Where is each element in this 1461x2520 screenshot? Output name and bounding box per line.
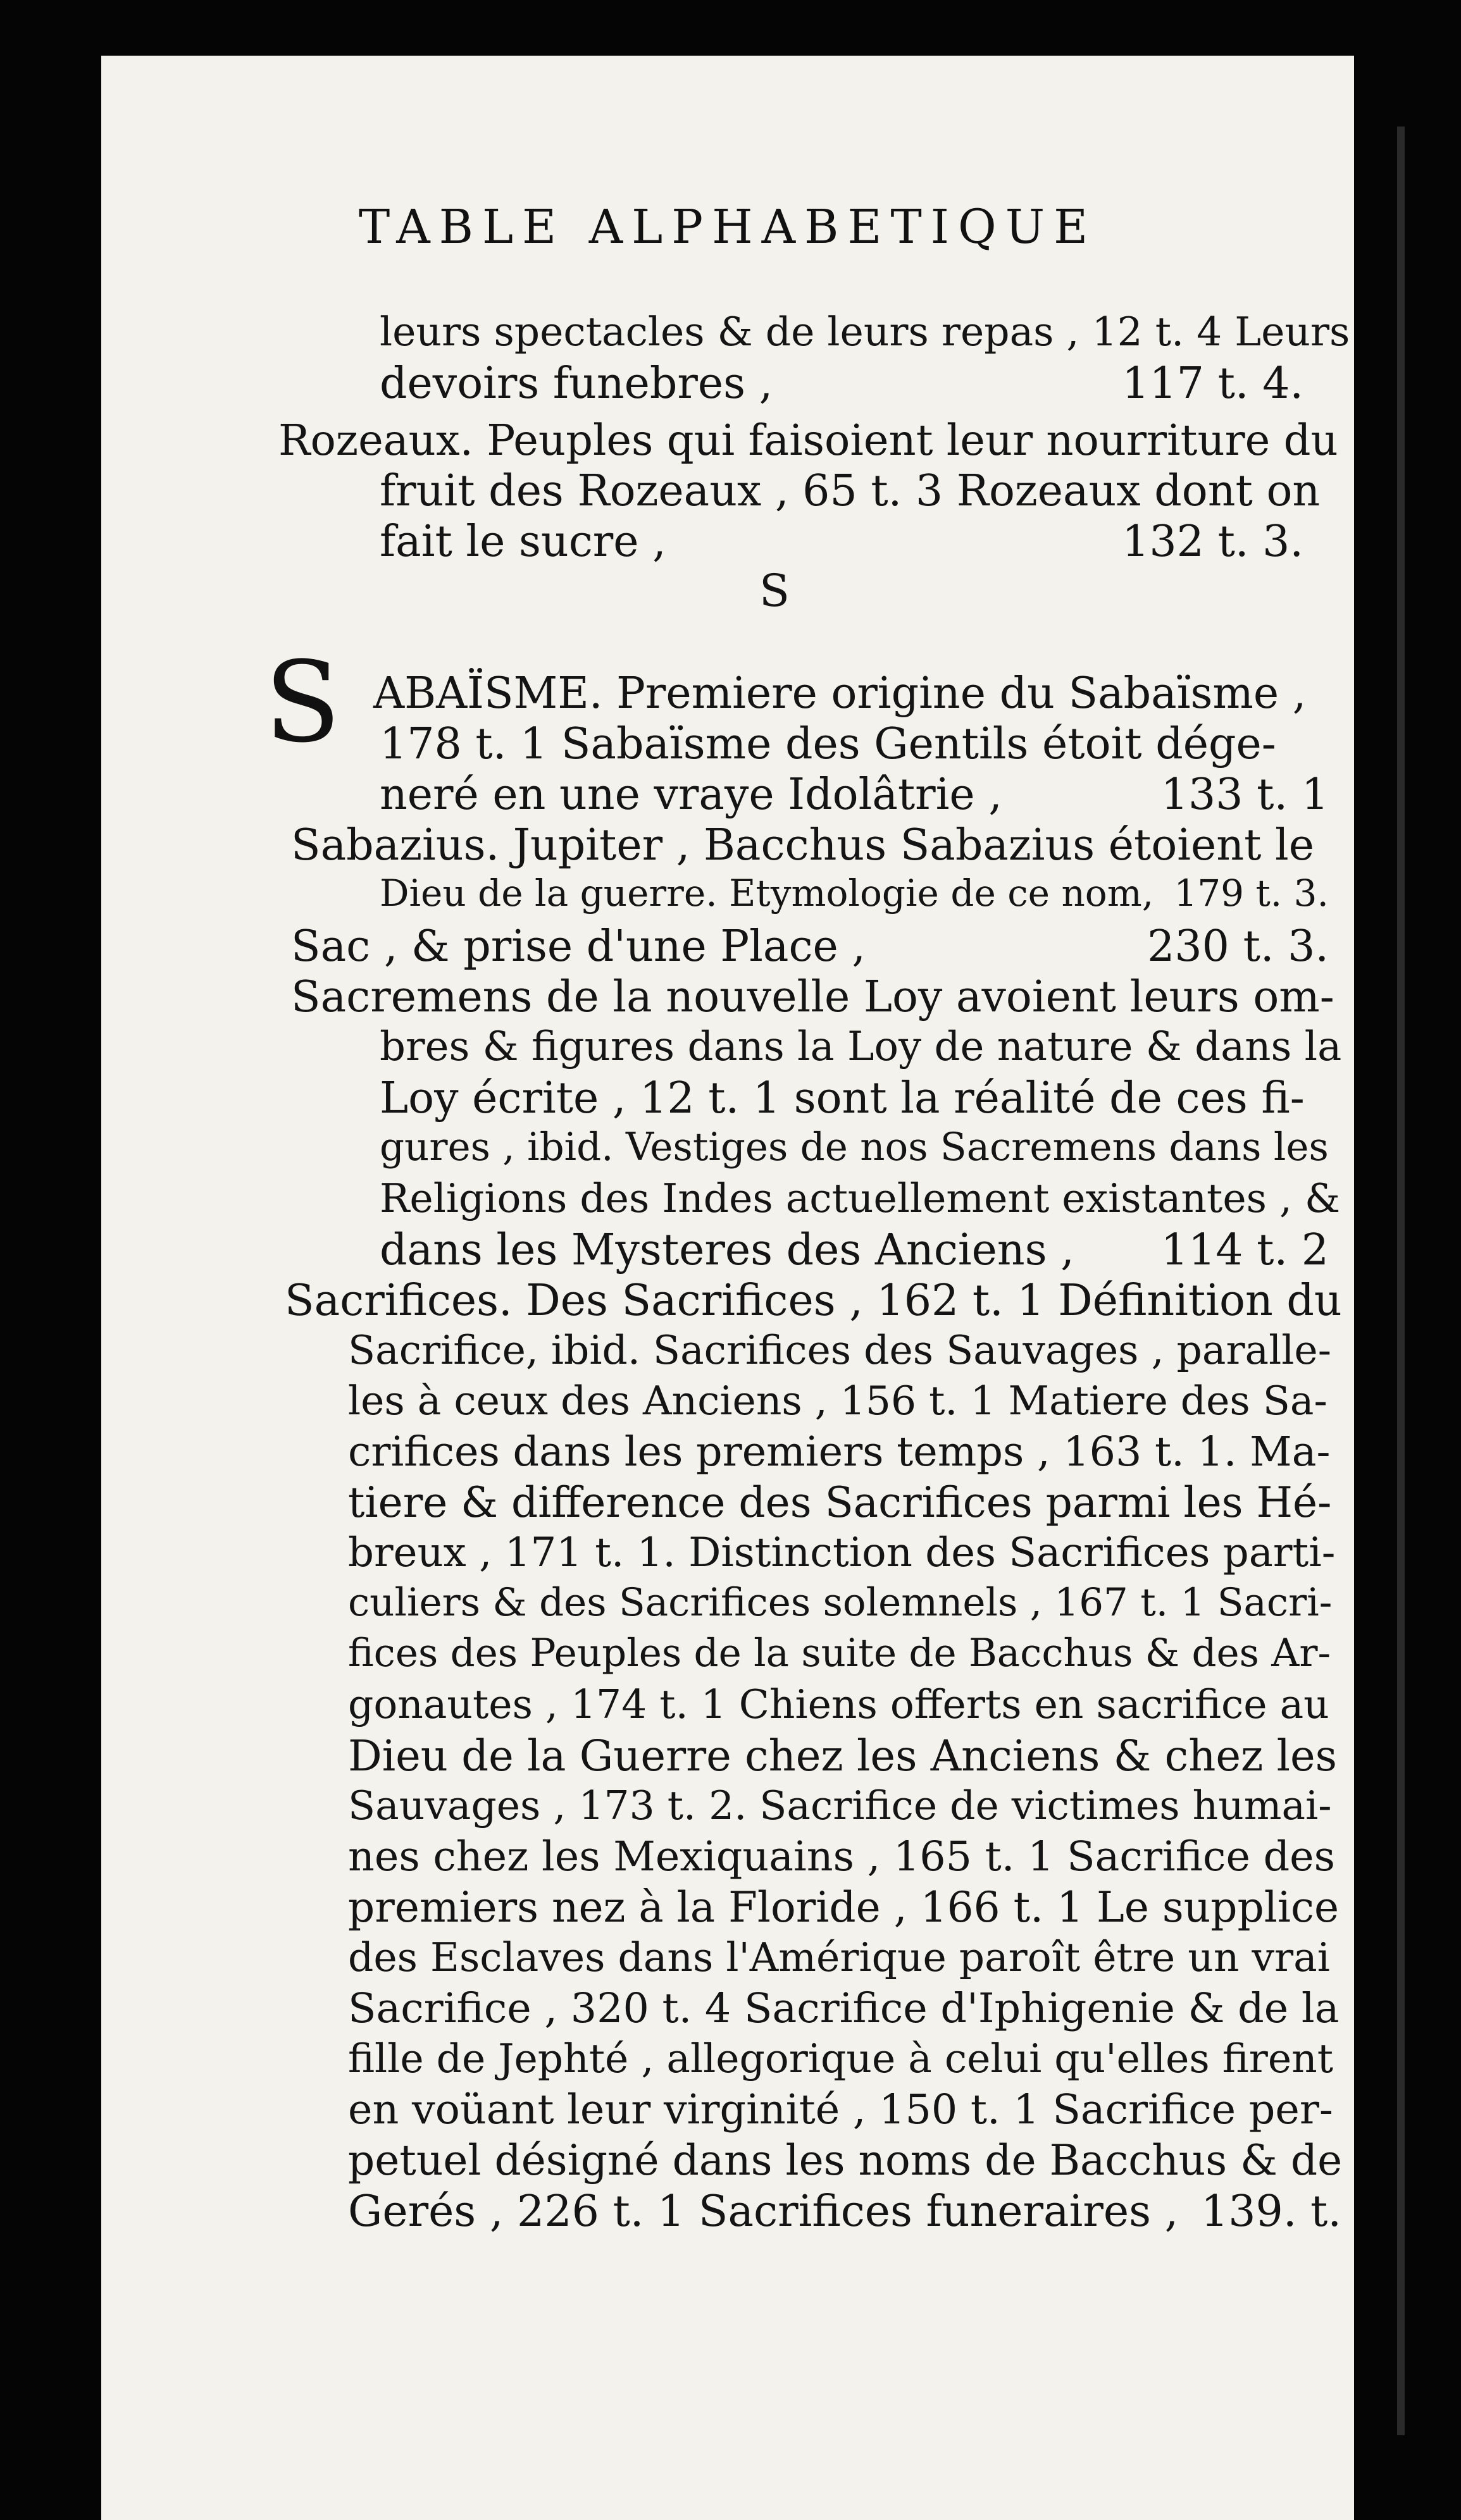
index-line: ABAÏSME. Premiere origine du Sabaïsme ,: [373, 669, 1307, 719]
index-line: tiere & difference des Sacrifices parmi les Hé-: [348, 1478, 1332, 1527]
index-entries: [101, 56, 1354, 2520]
index-line: Sacrifice, ibid. Sacrifices des Sauvages , paralle-: [348, 1327, 1331, 1373]
index-line: des Esclaves dans l'Amérique paroît être un vrai: [348, 1934, 1330, 1980]
running-head: TABLE ALPHABETIQUE: [358, 200, 1097, 254]
index-line: fruit des Rozeaux , 65 t. 3 Rozeaux dont on: [380, 466, 1321, 516]
index-line: gonautes , 174 t. 1 Chiens offerts en sacrifice au: [348, 1681, 1329, 1727]
index-line: Religions des Indes actuellement existantes , &: [380, 1175, 1341, 1221]
index-line: Sacrifice , 320 t. 4 Sacrifice d'Iphigenie & de la: [348, 1985, 1340, 2032]
drop-cap: S: [264, 638, 341, 767]
index-line: Sauvages , 173 t. 2. Sacrifice de victimes humai-: [348, 1782, 1332, 1829]
index-line: fait le sucre , 132 t. 3.: [380, 517, 1303, 567]
index-line: Loy écrite , 12 t. 1 sont la réalité de ces fi-: [380, 1073, 1305, 1123]
index-line: Dieu de la Guerre chez les Anciens & chez les: [348, 1731, 1338, 1781]
adjacent-page-edge: [1397, 127, 1405, 2435]
index-line: culiers & des Sacrifices solemnels , 167 t. 1 Sacri-: [348, 1580, 1333, 1625]
index-line: Sacrifices. Des Sacrifices , 162 t. 1 Définition du: [285, 1276, 1342, 1326]
index-line: devoirs funebres , 117 t. 4.: [380, 359, 1303, 409]
index-line: Dieu de la guerre. Etymologie de ce nom, 179 t. 3.: [380, 872, 1329, 915]
index-line: Sabazius. Jupiter , Bacchus Sabazius étoient le: [291, 820, 1315, 870]
index-line: premiers nez à la Floride , 166 t. 1 Le supplice: [348, 1883, 1340, 1932]
index-line: Rozeaux. Peuples qui faisoient leur nourriture du: [278, 416, 1338, 465]
index-line: petuel désigné dans les noms de Bacchus & de: [348, 2136, 1343, 2185]
index-line: nes chez les Mexiquains , 165 t. 1 Sacrifice des: [348, 1833, 1335, 1881]
index-line: crifices dans les premiers temps , 163 t. 1. Ma-: [348, 1428, 1331, 1476]
book-page: [101, 56, 1354, 2520]
index-line: neré en une vraye Idolâtrie , 133 t. 1: [380, 770, 1329, 820]
index-line: leurs spectacles & de leurs repas , 12 t. 4 Leurs: [380, 309, 1350, 355]
index-line: 178 t. 1 Sabaïsme des Gentils étoit dége-: [380, 719, 1276, 769]
index-line: fille de Jephté , allegorique à celui qu'elles firent: [348, 2035, 1334, 2082]
index-line: dans les Mysteres des Anciens , 114 t. 2: [380, 1225, 1329, 1275]
index-line: gures , ibid. Vestiges de nos Sacremens dans les: [380, 1125, 1329, 1170]
index-line: en voüant leur virginité , 150 t. 1 Sacrifice per-: [348, 2086, 1333, 2134]
index-line: breux , 171 t. 1. Distinction des Sacrifices parti-: [348, 1529, 1336, 1576]
section-letter: S: [759, 565, 790, 617]
index-line: les à ceux des Anciens , 156 t. 1 Matiere des Sa-: [348, 1378, 1327, 1424]
index-line: Sacremens de la nouvelle Loy avoient leurs om-: [291, 972, 1334, 1022]
index-line: bres & figures dans la Loy de nature & dans la: [380, 1023, 1342, 1070]
index-line: Gerés , 226 t. 1 Sacrifices funeraires , 139. t.: [348, 2187, 1341, 2237]
index-line: fices des Peuples de la suite de Bacchus & des Ar-: [348, 1631, 1331, 1676]
index-line: Sac , & prise d'une Place , 230 t. 3.: [291, 922, 1329, 972]
